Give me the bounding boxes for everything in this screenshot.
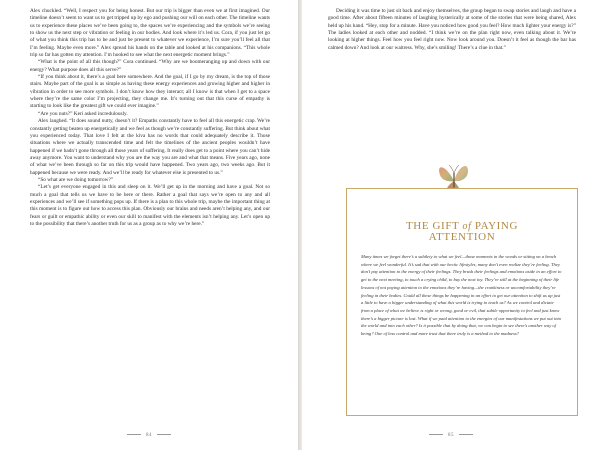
paragraph: “Let’s get everyone engaged in this and sleep on it. We’ll get up in the morning and have a goal. Not so much a goal that tells us we have to be here or there. Rather a goal that says we’re open to any and all experiences and we’ll see if something pops up. If there is a plan to this whole trip, maybe the important thing at this moment is to figure out how to access this plan. Obviously our brains and needs aren’t helping any, and our fears or guilt or empathic ability or even our skill to manifest with the elements isn’t helping any. Let’s open up to the possibility that there’s another truth for us as a group as to why we’re here.”: [30, 184, 270, 227]
page-number: [302, 433, 600, 438]
paragraph: “What is the point of all this though?” Cora continued. “Why are we boomeranging up and down with our energy? What purpose does all this serve?”: [30, 59, 270, 73]
right-page: [302, 0, 600, 450]
right-page-text: [328, 8, 576, 52]
callout-body: Many times we forget there’s a subtlety to what we feel—those moments in the woods or sitting on a beach where we feel wonderful. It’s sad that with our hectic lifestyles, many don’t even realize they’re feeling. They don’t pay attention to the energy of their feelings. They brush their feelings and emotions aside in an effort to get to the next meeting, to touch a crying child, to buy the next toy. They’re still at the beginning of their life lessons of not paying attention to the emotions they’re having—the crankiness or uncomfortability they’re feeling in their bodies. Could all these things be happening in an effort to get our attention to shift us up just a little to have a bigger understanding of what this world is trying to teach us? As we control and dictate from a place of what we believe is right or wrong, good or evil, that subtle opportunity to feel and just know there’s a bigger picture is lost. What if we paid attention to the energies of our manifestations we put out into the world and into each other? Is it possible that by doing that, we can begin to see there’s another way of being? One of less control and more trust that there truly is a method to the madness?: [361, 254, 562, 337]
paragraph: Deciding it was time to just sit back and enjoy themselves, the group began to swap stories and laugh and have a good time. After about fifteen minutes of laughing hysterically at some of the stories that were being shared, Alex held up his hand. “Hey, stop for a minute. Have you noticed how good you feel? How much lighter your energy is?” The ladies looked at each other and nodded. “I think we’re on the plan right now, even talking about it. We’re looking at higher things. Feel how you feel right now. Now look around you. Doesn’t it feel as though the bar has calmed down? And look at our waitress. Why, she’s smiling! There’s a clue in that.”: [328, 8, 576, 51]
left-page: [0, 0, 298, 450]
paragraph: “Are you nuts?” Keri asked incredulously.: [38, 110, 128, 117]
paragraph: Alex chuckled. “Well, I respect you for being honest. But our trip is bigger than even we at first imagined. Our timeline doesn’t seem to want us to get tripped up by ego and pushing our will on each other. The timeline wants us to experience these places we’ve been going to, the spaces we’re experiencing and the symbols we’re seeing to show us the next step or vibration or feeling in our bodies. And look where it’s led us. Cora, if you just let go of what you think this trip has to be and just be present to whatever we experience, I’m sure you’ll feel all that I’m feeling. Maybe even more.” Alex spread his hands on the table and looked at his companions. “This whole trip so far has gotten my attention. I’m hooked to see what the next energetic moment brings.”: [30, 8, 270, 59]
callout-title: [347, 221, 577, 243]
callout-title-part2: PAYING: [474, 220, 519, 232]
paragraph: Alex laughed. “It does sound nutty, doesn’t it? Empaths constantly have to feel all this energetic crap. We’re constantly getting beaten up energetically and we feel as though we’re constantly suffering. But think about what you experienced today. That love I felt at the kiva has no words that could adequately describe it. Those situations where we actually transcended time and felt the timelines of the ancient peoples wouldn’t have happened if we hadn’t gone through all those years of suffering. It really does get to a point where you can’t hide away anymore. You want to understand why you are the way you are and what that means. Five years ago, none of what we’ve been through so far on this trip would have happened. Two years ago, two weeks ago. But it happened because we were ready. And we’ll be ready for whatever else is presented to us.”: [30, 118, 270, 176]
page-number-text: 85: [448, 433, 454, 438]
page-number-text: 84: [146, 433, 152, 438]
callout-title-part1: THE GIFT: [405, 220, 460, 232]
paragraph: “So what are we doing tomorrow?”: [38, 176, 114, 183]
page-number: [0, 433, 298, 438]
sidebar-callout-box: [346, 188, 578, 416]
left-page-text: [30, 8, 270, 228]
paragraph: “If you think about it, there’s a goal here somewhere. And the goal, if I go by my dream, is the top of those stairs. Maybe part of the goal is as simple as having these energy experiences and growing higher and higher in vibration in order to see more symbols. I don’t know how they interact; all I know is that when I get to a space where they’re the same color I’m projecting, they change me. It’s turning out that this curse of empathy is starting to look like the greatest gift we could ever imagine.”: [30, 74, 270, 110]
callout-title-of: of: [462, 221, 472, 232]
callout-title-line2: ATTENTION: [428, 231, 496, 243]
